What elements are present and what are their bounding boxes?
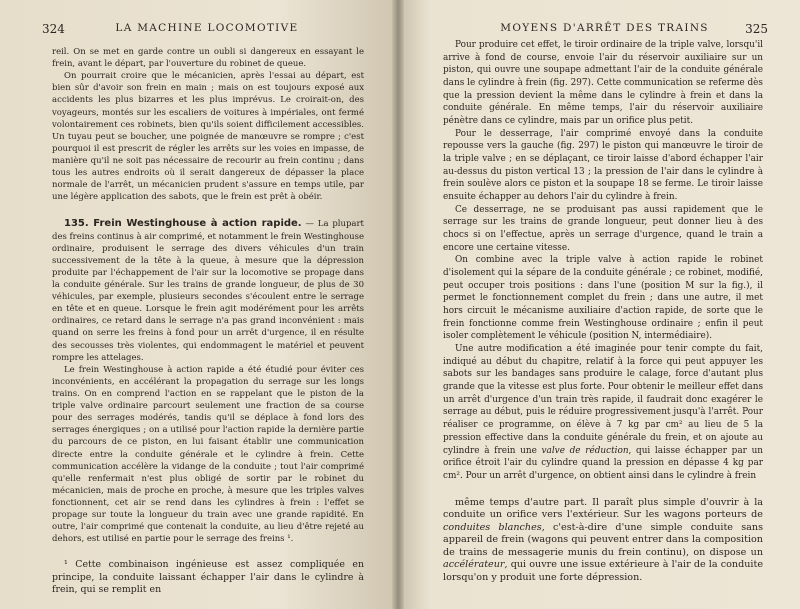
- right-page-number: 325: [745, 22, 768, 36]
- section-title: 135. Frein Westinghouse à action rapide.: [64, 218, 302, 230]
- book-gutter: [392, 0, 404, 609]
- text-run: Une autre modification a été imaginée pour tenir compte du fait, indiqué au début du chapitre, relatif à la force qui peut appuyer les sabots sur les bandages sans produire le calage, force d'autant plus grande que la vitesse est plus forte. Pour obtenir le meilleur effet dans un arrêt d'urgence d'un train très rapide, il faudrait donc exagérer le serrage au début, puis le réduire progressivement jusqu'à l'arrêt. Pour réaliser ce programme, on élève à 7 kg par cm² au lieu de 5 la pression effective dans la conduite générale du frein, et on ajoute au cylindre à frein une: [443, 344, 763, 456]
- left-text-column: [52, 46, 364, 597]
- paragraph: Le frein Westinghouse à action rapide a été étudié pour éviter ces inconvénients, en accélérant la propagation du serrage sur les longs trains. On en comprend l'action en se rappelant que le piston de la triple valve ordinaire parcourt seulement une fraction de sa course pour des serrages modérés, tandis qu'il se déplace à fond lors des serrages énergiques ; on a utilisé pour l'action rapide la dernière partie du parcours de ce piston, en lui faisant établir une communication directe entre la conduite générale et le cylindre à frein. Cette communication accélère la vidange de la conduite ; tout l'air comprimé qu'elle renfermait n'est plus obligé de sortir par le robinet du mécanicien, mais de proche en proche, à mesure que les triples valves fonctionnent, cet air se rend dans les cylindres à frein : l'effet se propage sur toute la longueur du train avec une grande rapidité. En outre, l'air comprimé que contenait la conduite, au lieu d'être rejeté au dehors, est utilisé en partie pour le serrage des freins ¹.: [52, 364, 364, 545]
- left-page-number: 324: [42, 22, 65, 36]
- right-header: [446, 22, 768, 36]
- left-running-head: LA MACHINE LOCOMOTIVE: [115, 22, 299, 34]
- italic-term: accélérateur: [443, 559, 505, 571]
- right-page: [398, 0, 800, 609]
- paragraph: [443, 343, 763, 482]
- section-text: — La plupart des freins continus à air comprimé, et notamment le frein Westinghouse ordinaire, produisent le serrage des divers véhicules d'un train successivement de la tête à la queue, à mesure que la dépression produite par l'échappement de l'air sur la locomotive se propage dans la conduite générale. Sur les trains de grande longueur, de plus de 30 véhicules, par exemple, plusieurs secondes s'écoulent entre le serrage en tête et en queue. Lorsque le frein agit modérément pour les arrêts ordinaires, ce retard dans le serrage n'a pas grand inconvénient : mais quand on serre les freins à fond pour un arrêt d'urgence, il en résulte des secousses très violentes, qui endommagent le matériel et peuvent rompre les attelages.: [52, 219, 365, 363]
- paragraph: Ce desserrage, ne se produisant pas aussi rapidement que le serrage sur les trains de grande longueur, peut donner lieu à des chocs si on l'effectue, après un serrage d'urgence, quand le train a encore une certaine vitesse.: [443, 204, 763, 253]
- inserted-note: [443, 497, 763, 585]
- text-run: , qui laisse échapper par un orifice étroit l'air du cylindre quand la pression en dépasse 4 kg par cm². Pour un arrêt d'urgence, on obtient ainsi dans le cylindre à frein: [443, 445, 763, 481]
- paragraph: reil. On se met en garde contre un oubli si dangereux en essayant le frein, avant le départ, par l'ouverture du robinet de queue.: [52, 47, 364, 70]
- text-run: , c'est-à-dire d'une simple conduite sans appareil de frein (wagons qui peuvent entrer dans la composition de trains de messagerie munis du frein continu), on dispose un: [443, 521, 763, 558]
- left-page: [0, 0, 398, 609]
- paragraph: Pour le desserrage, l'air comprimé envoyé dans la conduite repousse vers la gauche (fig. 297) le piston qui manœuvre le tiroir de la triple valve ; en se déplaçant, ce tiroir laisse d'abord échapper l'air au-dessus du piston vertical 13 ; la pression de l'air dans le cylindre à frein soulève alors ce piston et la soupape 18 se ferme. Le tiroir laisse ensuite échapper au dehors l'air du cylindre à frein.: [443, 128, 763, 203]
- text-run: , qui ouvre une issue extérieure à l'air de la conduite lorsqu'on y produit une forte dépression.: [443, 559, 763, 584]
- italic-term: valve de réduction: [541, 445, 629, 456]
- right-running-head: MOYENS D'ARRÊT DES TRAINS: [500, 22, 709, 34]
- section-paragraph: [52, 218, 364, 363]
- italic-term: conduites blanches: [443, 521, 542, 533]
- paragraph: On combine avec la triple valve à action rapide le robinet d'isolement qui la sépare de la conduite générale ; ce robinet, modifié, peut occuper trois positions : dans l'une (position M sur la fig.), il permet le fonctionnement complet du frein ; dans une autre, il met hors circuit le mécanisme auxiliaire d'action rapide, de sorte que le frein fonctionne comme frein Westinghouse ordinaire ; enfin il peut isoler complètement le véhicule (position N, intermédiaire).: [443, 255, 763, 342]
- text-run: même temps d'autre part. Il paraît plus simple d'ouvrir à la conduite un orifice vers l'extérieur. Sur les wagons porteurs de: [443, 496, 763, 521]
- paragraph: Pour produire cet effet, le tiroir ordinaire de la triple valve, lorsqu'il arrive à fond de course, envoie l'air du réservoir auxiliaire sur un piston, qui ouvre une soupape admettant l'air de la conduite générale dans le cylindre à frein (fig. 297). Cette communication se referme dès que la pression devient la même dans le cylindre à frein et dans la conduite générale. En même temps, l'air du réservoir auxiliaire pénètre dans ce cylindre, mais par un orifice plus petit.: [443, 40, 763, 127]
- left-header: [42, 22, 367, 36]
- right-text-column: [443, 39, 763, 585]
- paragraph: On pourrait croire que le mécanicien, après l'essai au départ, est bien sûr d'avoir son frein en main ; mais on est toujours exposé aux accidents les plus bizarres et les plus imprévus. Le croirait-on, des voyageurs, montés sur les escaliers de voitures à impériales, ont fermé volontairement ces robinets, bien qu'ils soient difficilement accessibles. Un tuyau peut se boucher, une poignée de manœuvre se rompre ; c'est pourquoi il est prescrit de régler les arrêts sur les voies en impasse, de manière qu'il ne soit pas nécessaire de recourir au frein continu ; dans tous les autres endroits où il serait dangereux de dépasser la place normale de l'arrêt, un mécanicien prudent s'assure en temps utile, par une légère application des sabots, que le frein est prêt à obéir.: [52, 71, 364, 203]
- footnote: ¹ Cette combinaison ingénieuse est assez compliquée en principe, la conduite laissant échapper l'air dans le cylindre à frein, qui se remplit en: [52, 559, 364, 596]
